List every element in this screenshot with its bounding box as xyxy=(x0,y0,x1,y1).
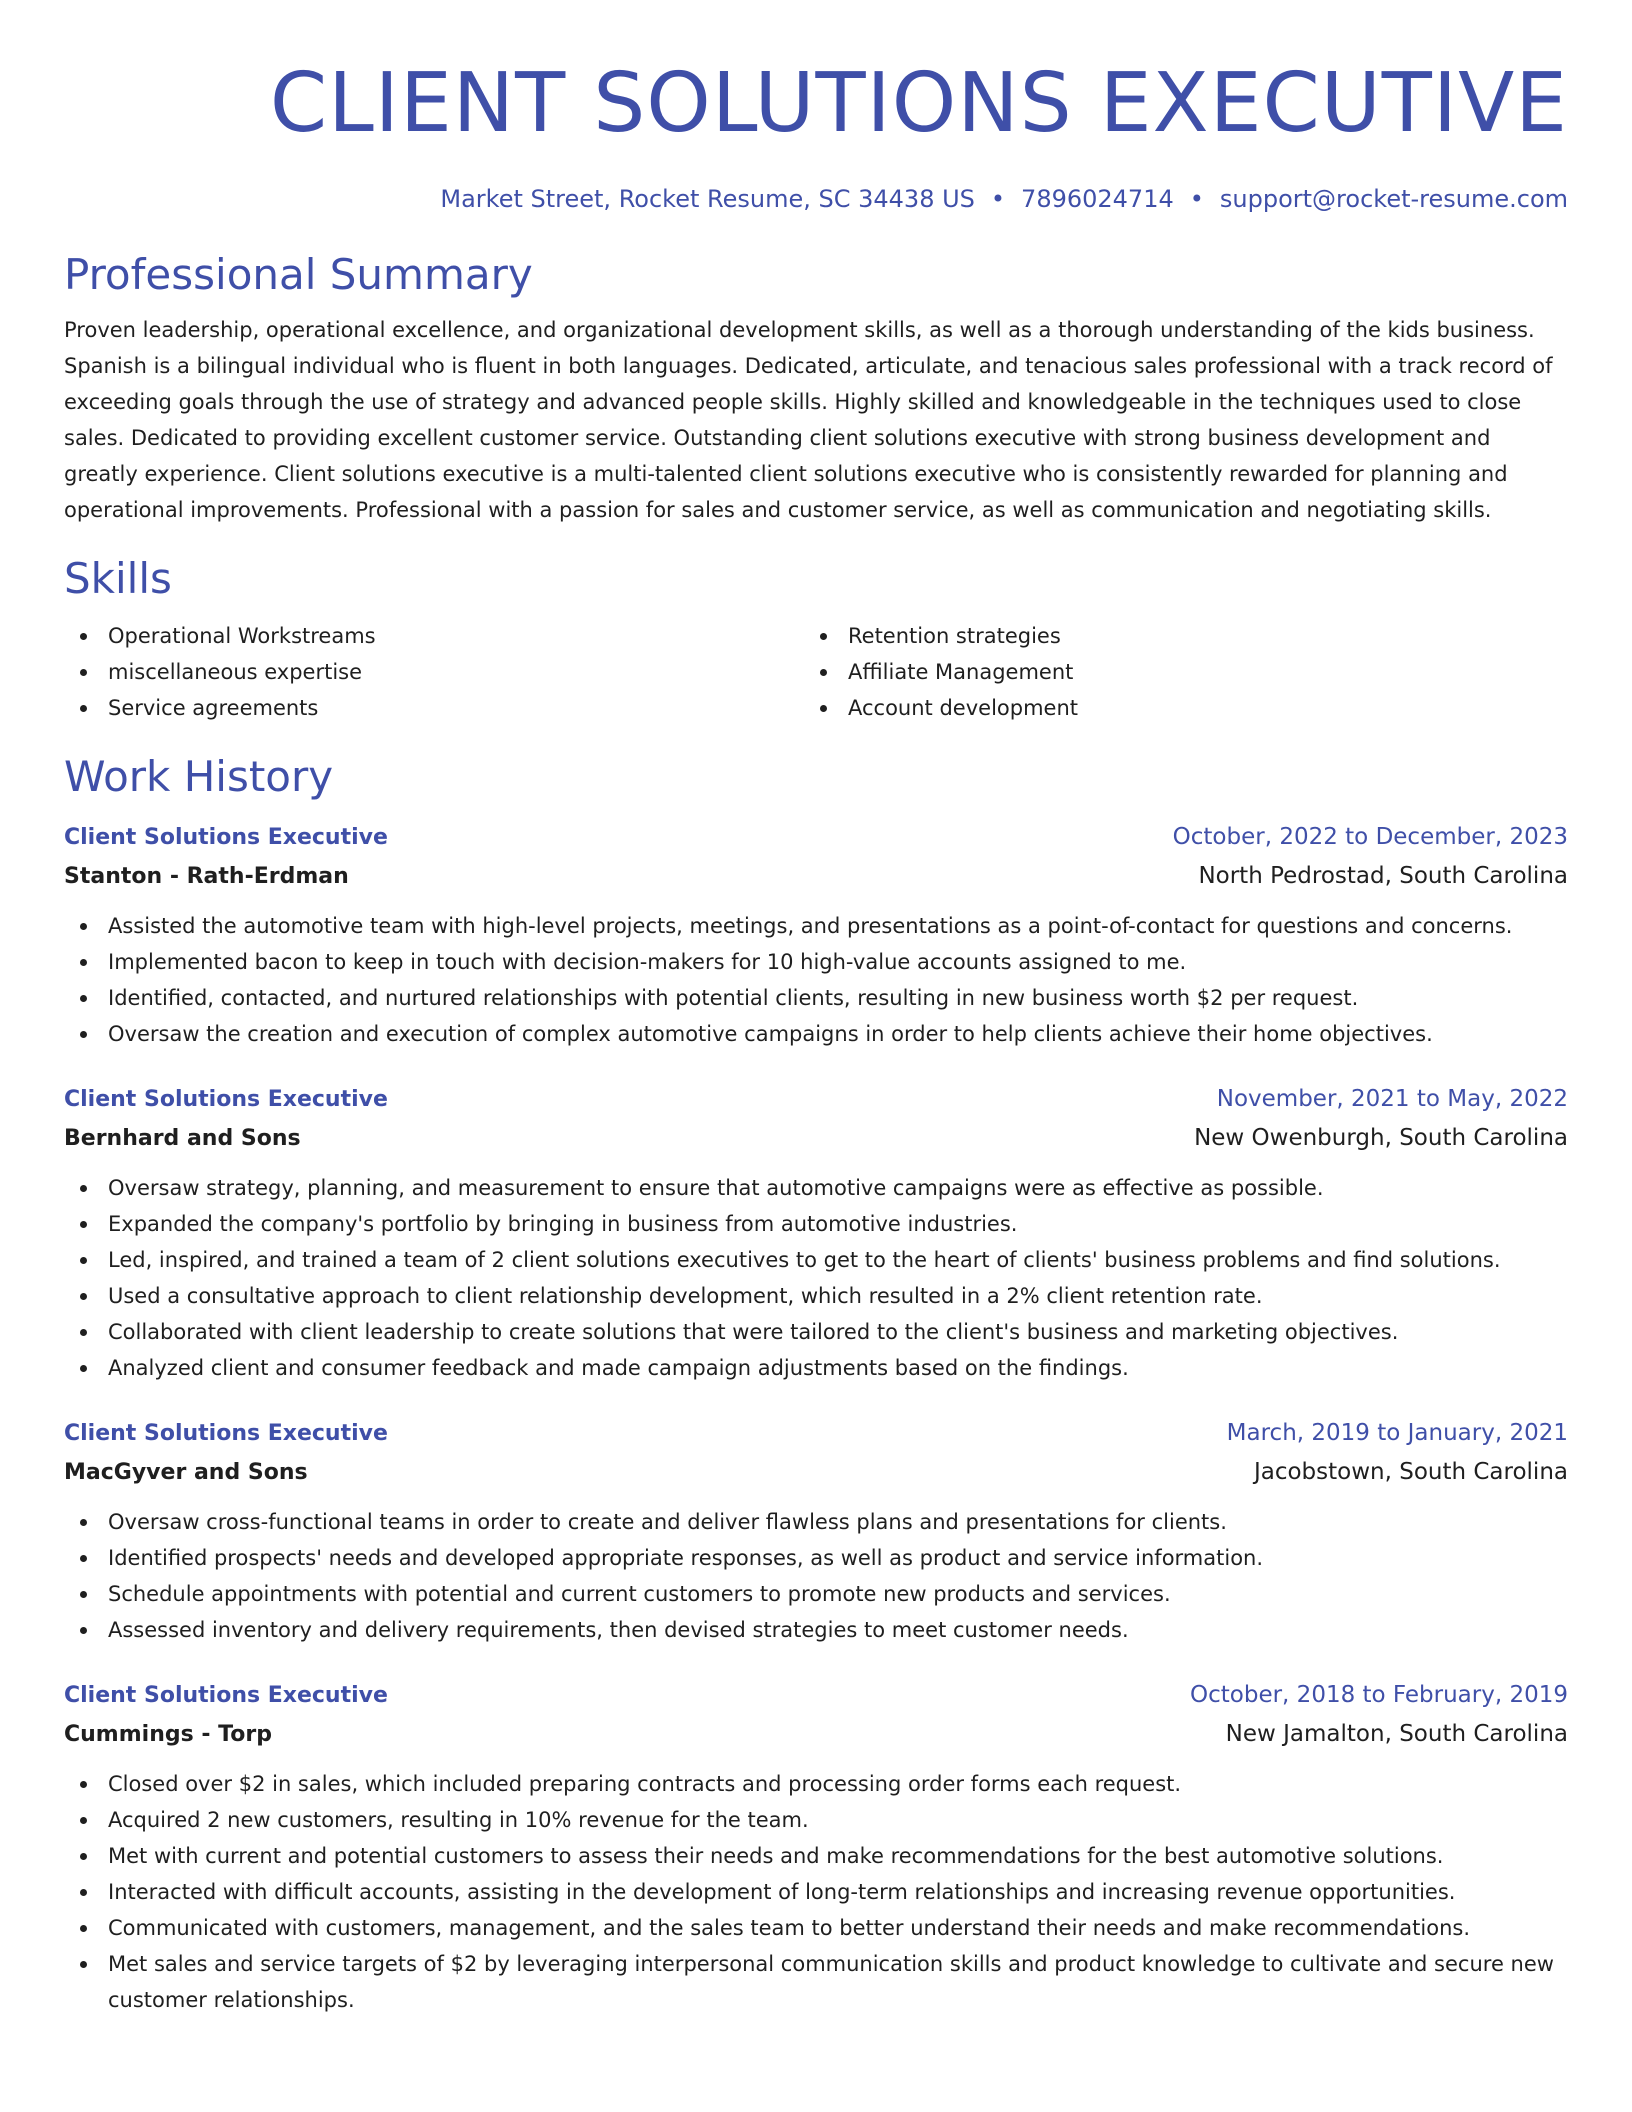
skill-item: Account development xyxy=(804,690,1544,726)
job-company-row xyxy=(64,1453,1568,1492)
job-bullet: Schedule appointments with potential and current customers to promote new products and services. xyxy=(64,1576,1568,1612)
job-bullet: Identified prospects' needs and developed appropriate responses, as well as product and service information. xyxy=(64,1540,1568,1576)
skills-heading: Skills xyxy=(64,554,172,603)
job-bullet: Expanded the company's portfolio by bringing in business from automotive industries. xyxy=(64,1206,1568,1242)
resume-header xyxy=(64,0,1568,214)
job-bullet: Communicated with customers, management, and the sales team to better understand their needs and make recommendations. xyxy=(64,1910,1568,1946)
job-bullet: Closed over $2 in sales, which included preparing contracts and processing order forms each request. xyxy=(64,1766,1568,1802)
skill-item: miscellaneous expertise xyxy=(64,654,804,690)
contact-email: support@rocket-resume.com xyxy=(1219,185,1568,213)
job-company: Cummings - Torp xyxy=(64,1722,272,1747)
job-bullet: Analyzed client and consumer feedback and made campaign adjustments based on the findings. xyxy=(64,1350,1568,1386)
job-bullet: Acquired 2 new customers, resulting in 10% revenue for the team. xyxy=(64,1802,1568,1838)
job-dates: November, 2021 to May, 2022 xyxy=(1216,1086,1568,1112)
skill-item: Affiliate Management xyxy=(804,654,1544,690)
job-bullet: Identified, contacted, and nurtured relationships with potential clients, resulting in new business worth $2 per request. xyxy=(64,980,1568,1016)
job-bullets xyxy=(64,1766,1568,2018)
job-bullets xyxy=(64,1504,1568,1648)
job-bullets xyxy=(64,1170,1568,1386)
skills-column-right xyxy=(804,618,1544,726)
job-title-row xyxy=(64,1080,1568,1119)
skills-list xyxy=(64,618,1568,726)
job-bullet: Collaborated with client leadership to create solutions that were tailored to the client's business and marketing objectives. xyxy=(64,1314,1568,1350)
skill-item: Service agreements xyxy=(64,690,804,726)
job-dates: March, 2019 to January, 2021 xyxy=(1226,1420,1568,1446)
job-location: New Jamalton, South Carolina xyxy=(1225,1721,1568,1747)
job-bullet: Oversaw the creation and execution of complex automotive campaigns in order to help clients achieve their home objectives. xyxy=(64,1016,1568,1052)
job-bullet: Oversaw strategy, planning, and measurement to ensure that automotive campaigns were as effective as possible. xyxy=(64,1170,1568,1206)
job-dates: October, 2018 to February, 2019 xyxy=(1190,1682,1568,1708)
job-location: North Pedrostad, South Carolina xyxy=(1198,863,1568,889)
summary-heading: Professional Summary xyxy=(64,250,533,299)
job-bullet: Met with current and potential customers to assess their needs and make recommendations for the best automotive solutions. xyxy=(64,1838,1568,1874)
job-bullet: Assessed inventory and delivery requirements, then devised strategies to meet customer needs. xyxy=(64,1612,1568,1648)
resume-name: CLIENT SOLUTIONS EXECUTIVE xyxy=(269,56,1568,151)
skill-item: Operational Workstreams xyxy=(64,618,804,654)
job-bullet: Used a consultative approach to client relationship development, which resulted in a 2% client retention rate. xyxy=(64,1278,1568,1314)
job-title: Client Solutions Executive xyxy=(64,1421,388,1446)
job-company-row xyxy=(64,1119,1568,1158)
skills-column-left xyxy=(64,618,804,726)
job-company: MacGyver and Sons xyxy=(64,1460,308,1485)
job-title-row xyxy=(64,818,1568,857)
contact-line xyxy=(64,184,1568,214)
job-location: New Owenburgh, South Carolina xyxy=(1194,1125,1568,1151)
summary-text: Proven leadership, operational excellence, and organizational development skills, as well as a thorough understanding of the kids business. Spanish is a bilingual individual who is fluent in both languages. Dedicated, articulate, and tenacious sales professional with a track record of exceeding goals through the use of strategy and advanced people skills. Highly skilled and knowledgeable in the techniques used to close sales. Dedicated to providing excellent customer service. Outstanding client solutions executive with strong business development and greatly experience. Client solutions executive is a multi-talented client solutions executive who is consistently rewarded for planning and operational improvements. Professional with a passion for sales and customer service, as well as communication and negotiating skills. xyxy=(64,318,1553,522)
skill-item: Retention strategies xyxy=(804,618,1544,654)
job-title-row xyxy=(64,1414,1568,1453)
job-bullet: Led, inspired, and trained a team of 2 client solutions executives to get to the heart of clients' business problems and find solutions. xyxy=(64,1242,1568,1278)
contact-phone: 7896024714 xyxy=(1021,185,1174,213)
job-company-row xyxy=(64,1715,1568,1754)
job-bullet: Interacted with difficult accounts, assisting in the development of long-term relationships and increasing revenue opportunities. xyxy=(64,1874,1568,1910)
contact-address: Market Street, Rocket Resume, SC 34438 US xyxy=(440,185,975,213)
job-title: Client Solutions Executive xyxy=(64,1683,388,1708)
job-bullet: Implemented bacon to keep in touch with decision-makers for 10 high-value accounts assigned to me. xyxy=(64,944,1568,980)
job-entry xyxy=(64,1080,1568,1386)
job-entry xyxy=(64,1676,1568,2018)
job-company: Bernhard and Sons xyxy=(64,1126,301,1151)
job-title-row xyxy=(64,1676,1568,1715)
job-entry xyxy=(64,818,1568,1052)
work-history-heading: Work History xyxy=(64,752,334,801)
contact-separator: • xyxy=(1189,185,1204,213)
contact-separator: • xyxy=(990,185,1006,213)
job-location: Jacobstown, South Carolina xyxy=(1253,1459,1568,1485)
job-bullet: Met sales and service targets of $2 by leveraging interpersonal communication skills and product knowledge to cultivate and secure new customer relationships. xyxy=(64,1946,1568,2018)
job-company: Stanton - Rath-Erdman xyxy=(64,864,349,889)
job-title: Client Solutions Executive xyxy=(64,825,388,850)
job-bullet: Oversaw cross-functional teams in order to create and deliver flawless plans and presentations for clients. xyxy=(64,1504,1568,1540)
job-dates: October, 2022 to December, 2023 xyxy=(1172,824,1568,850)
job-company-row xyxy=(64,857,1568,896)
job-entry xyxy=(64,1414,1568,1648)
job-bullet: Assisted the automotive team with high-level projects, meetings, and presentations as a point-of-contact for questions and concerns. xyxy=(64,908,1568,944)
job-bullets xyxy=(64,908,1568,1052)
job-title: Client Solutions Executive xyxy=(64,1087,388,1112)
